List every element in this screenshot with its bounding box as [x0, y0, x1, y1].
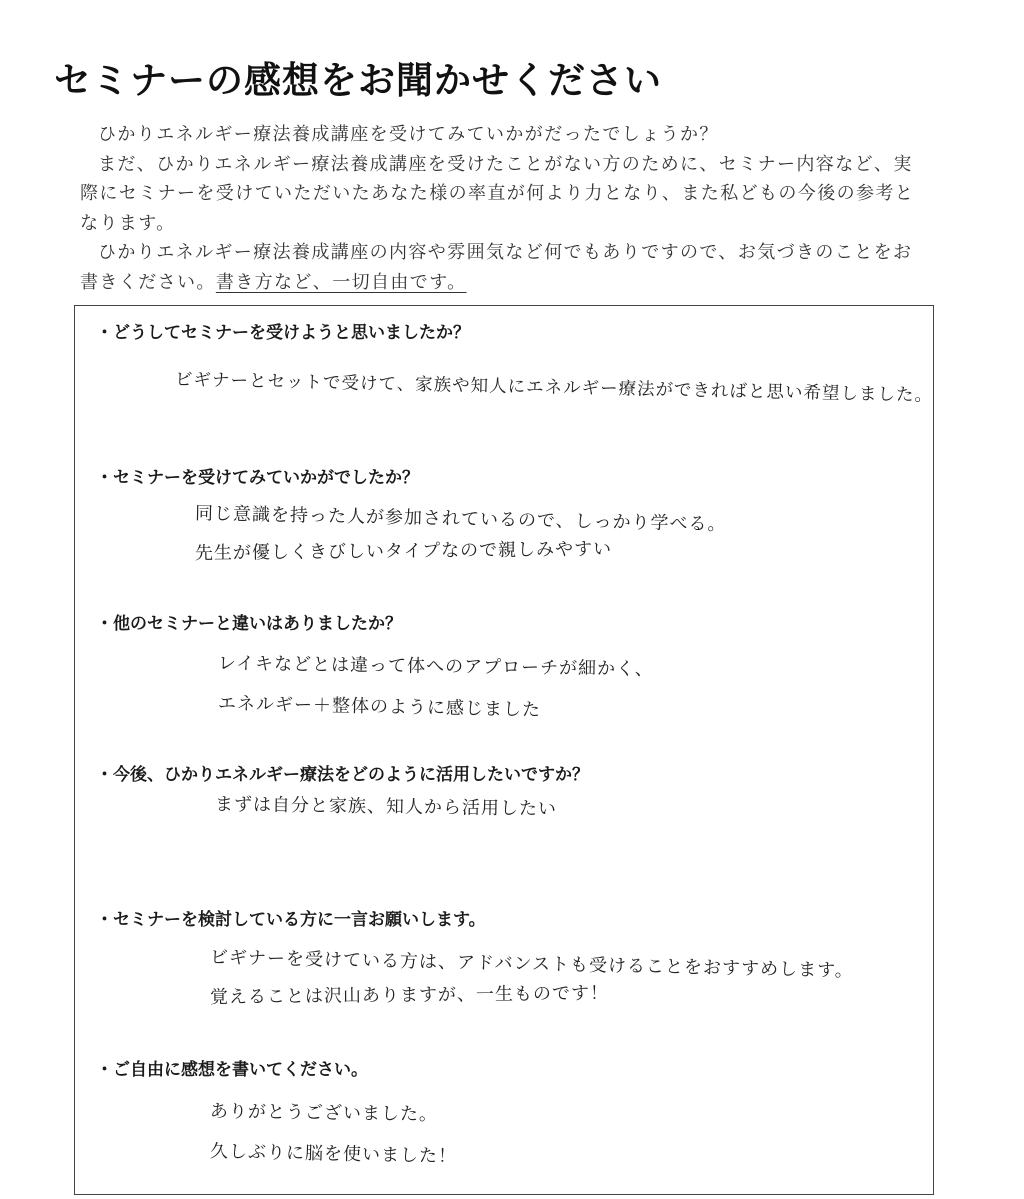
question-why-attend: ・どうしてセミナーを受けようと思いましたか？: [96, 323, 470, 343]
answer-line: ありがとうございました。: [209, 1101, 439, 1126]
answer-free-comment: [210, 1092, 457, 1172]
answer-impression: [195, 494, 727, 574]
answer-why-attend: [174, 360, 934, 406]
question-free-comment: ・ご自由に感想を書いてください。: [96, 1060, 368, 1080]
intro-paragraph-3-main: ひかりエネルギー療法養成講座の内容や雰囲気など何でもありですので、お気づきのことをお書きください。: [80, 242, 913, 293]
intro-paragraph-3: [80, 238, 920, 297]
answer-line: 覚えることは沢山ありますが、一生ものです！: [209, 982, 610, 1008]
answer-message: [210, 938, 854, 1018]
question-future-use: ・今後、ひかりエネルギー療法をどのように活用したいですか？: [96, 765, 589, 785]
intro-paragraph-3-underline: 書き方など、一切自由です。: [215, 271, 467, 293]
intro-paragraph-2: まだ、ひかりエネルギー療法養成講座を受けたことがない方のために、セミナー内容など、実際にセミナーを受けていただいたあなた様の率直が何より力となり、また私どもの今後の参考となります。: [80, 153, 915, 234]
answer-line: ビギナーを受けている方は、アドバンストも受けることをおすすめします。: [209, 947, 854, 982]
question-impression: ・セミナーを受けてみていかがでしたか？: [96, 468, 419, 488]
question-difference: ・他のセミナーと違いはありましたか？: [96, 614, 402, 634]
answer-line: エネルギー＋整体のように感じました: [217, 693, 542, 721]
answer-line: ビギナーとセットで受けて、家族や知人にエネルギー療法ができればと思い希望しました。: [174, 370, 934, 406]
answer-line: 久しぶりに脳を使いました！: [209, 1141, 458, 1168]
answer-future-use: [215, 785, 557, 825]
answer-difference: [218, 644, 654, 724]
intro-text: [80, 120, 920, 297]
answer-line: まずは自分と家族、知人から活用したい: [214, 794, 558, 820]
page-title: セミナーの感想をお聞かせください: [54, 59, 662, 102]
answer-line: レイキなどとは違って体へのアプローチが細かく、: [217, 653, 654, 681]
question-message: ・セミナーを検討している方に一言お願いします。: [96, 910, 486, 930]
answer-line: 同じ意識を持った人が参加されているので、しっかり学べる。: [194, 503, 727, 536]
intro-paragraph-1: ひかりエネルギー療法養成講座を受けてみていかがだったでしょうか？: [98, 124, 719, 145]
answer-line: 先生が優しくきびしいタイプなので親しみやすい: [194, 538, 613, 564]
